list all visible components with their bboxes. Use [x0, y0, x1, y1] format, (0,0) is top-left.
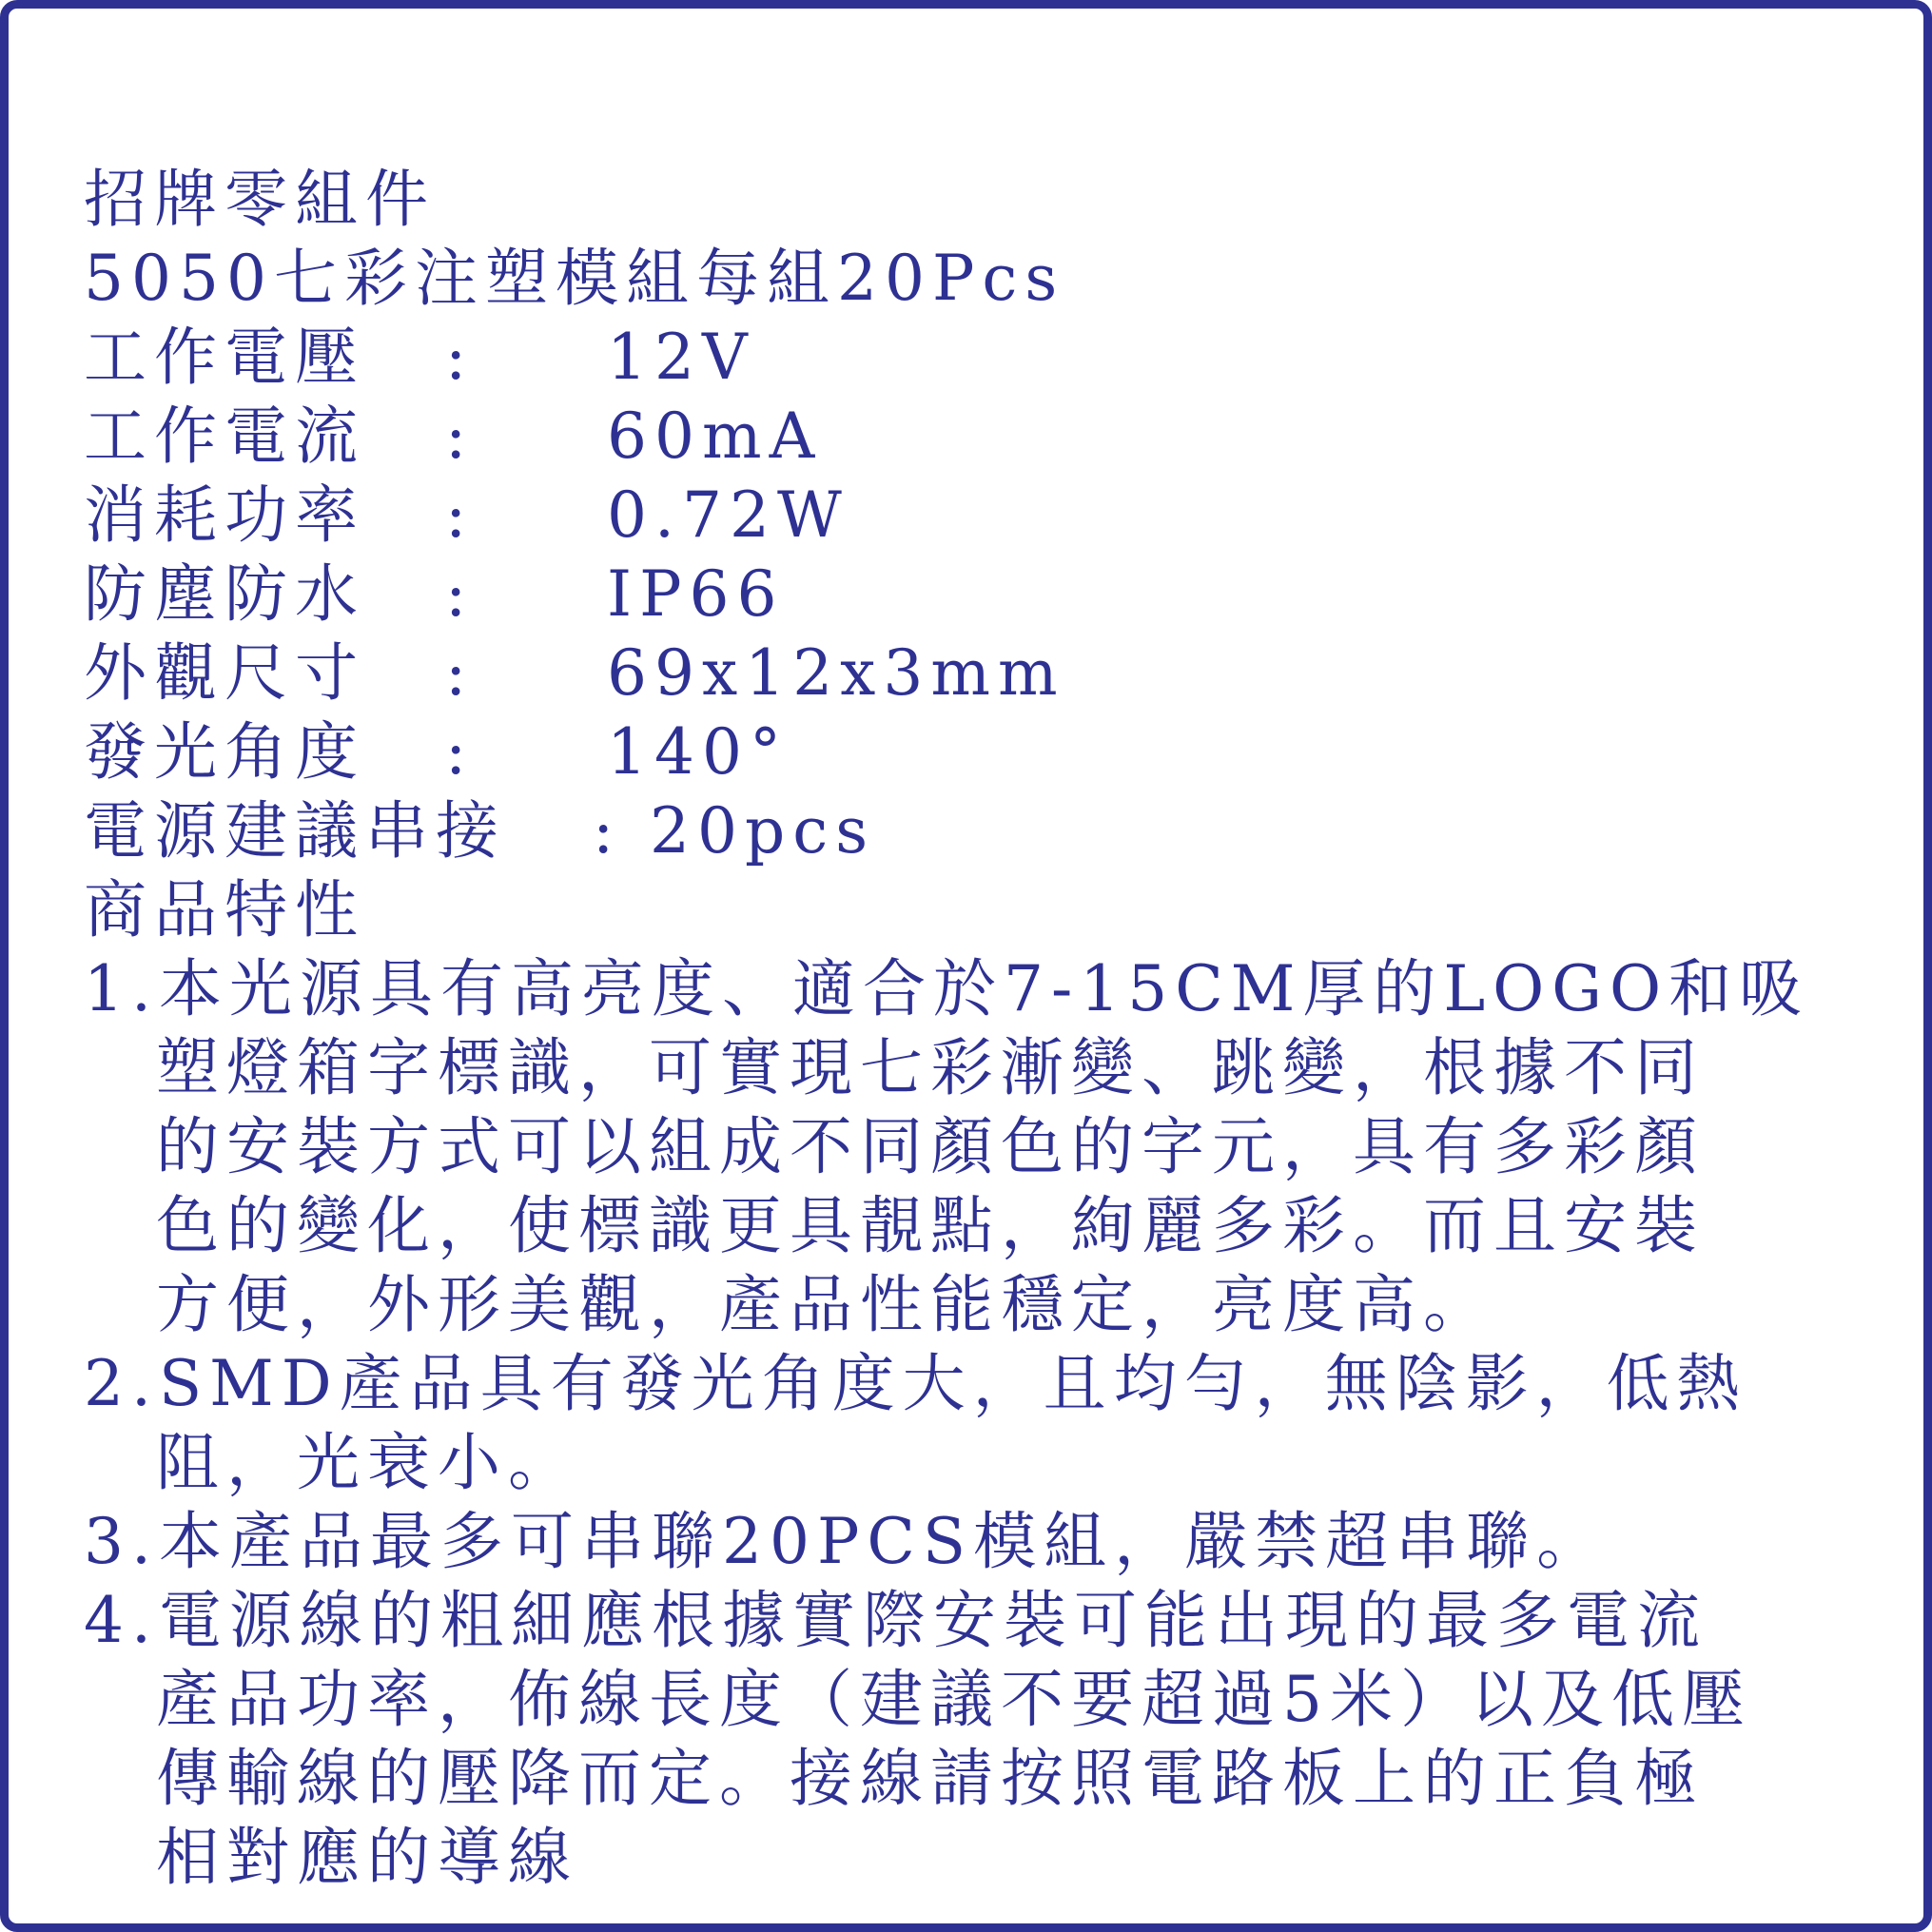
spec-colon: : [445, 400, 475, 473]
spec-value: 12V [607, 321, 755, 394]
spec-value: 60mA [607, 400, 823, 473]
spec-label: 外觀尺寸 [84, 636, 365, 710]
spec-row-power [84, 476, 1891, 555]
spec-label: 發光角度 [84, 715, 365, 789]
document-title: 招牌零組件 [84, 163, 436, 236]
feature-line: 產品功率，佈線長度（建議不要超過5米）以及低壓 [156, 1663, 1752, 1736]
spec-label: 消耗功率 [84, 478, 365, 552]
feature-line: 方便，外形美觀，產品性能穩定，亮度高。 [156, 1268, 1493, 1341]
spec-row-beam-angle [84, 712, 1891, 791]
spec-label: 工作電流 [84, 400, 365, 473]
spec-label: 防塵防水 [84, 557, 365, 631]
spec-colon: : [445, 636, 475, 710]
spec-colon: : [445, 557, 475, 631]
spec-value: 20pcs [650, 794, 876, 868]
feature-line: 塑燈箱字標識，可實現七彩漸變、跳變，根據不同 [156, 1031, 1705, 1104]
document-body [84, 160, 1891, 1897]
feature-line: 傳輸線的壓降而定。接線請按照電路板上的正負極 [156, 1742, 1705, 1815]
spec-colon: : [445, 321, 475, 394]
spec-value: 69x12x3mm [607, 636, 1065, 710]
feature-item-1 [84, 949, 1891, 1344]
feature-line: 2.SMD產品具有發光角度大，且均勻，無陰影，低熱 [84, 1347, 1747, 1420]
spec-row-series-count [84, 791, 1891, 870]
spec-colon: : [445, 715, 475, 789]
spec-value: 140° [607, 715, 789, 789]
spec-label: 電源建議串接 [84, 794, 506, 868]
spec-row-dimensions [84, 634, 1891, 712]
feature-line: 色的變化，使標識更具靚點，絢麗多彩。而且安裝 [156, 1189, 1705, 1262]
spec-row-current [84, 397, 1891, 476]
spec-value: IP66 [607, 557, 785, 631]
feature-item-2 [84, 1344, 1891, 1502]
feature-line: 相對應的導線 [156, 1821, 578, 1894]
product-subtitle: 5050七彩注塑模組每組20Pcs [84, 242, 1065, 315]
spec-row-ip-rating [84, 555, 1891, 634]
features-heading: 商品特性 [84, 873, 365, 946]
feature-item-3 [84, 1502, 1891, 1581]
feature-line: 4.電源線的粗細應根據實際安裝可能出現的最多電流 [84, 1584, 1708, 1657]
spec-colon: : [593, 794, 622, 868]
feature-item-4 [84, 1581, 1891, 1897]
feature-line: 3.本產品最多可串聯20PCS模組，嚴禁超串聯。 [84, 1505, 1608, 1578]
feature-line: 的安裝方式可以組成不同顏色的字元，具有多彩顏 [156, 1110, 1705, 1183]
spec-colon: : [445, 478, 475, 552]
spec-label: 工作電壓 [84, 321, 365, 394]
feature-line: 1.本光源具有高亮度、適合於7-15CM厚的LOGO和吸 [84, 952, 1810, 1025]
spec-value: 0.72W [607, 478, 849, 552]
feature-line: 阻，光衰小。 [156, 1426, 578, 1499]
spec-row-voltage [84, 318, 1891, 397]
